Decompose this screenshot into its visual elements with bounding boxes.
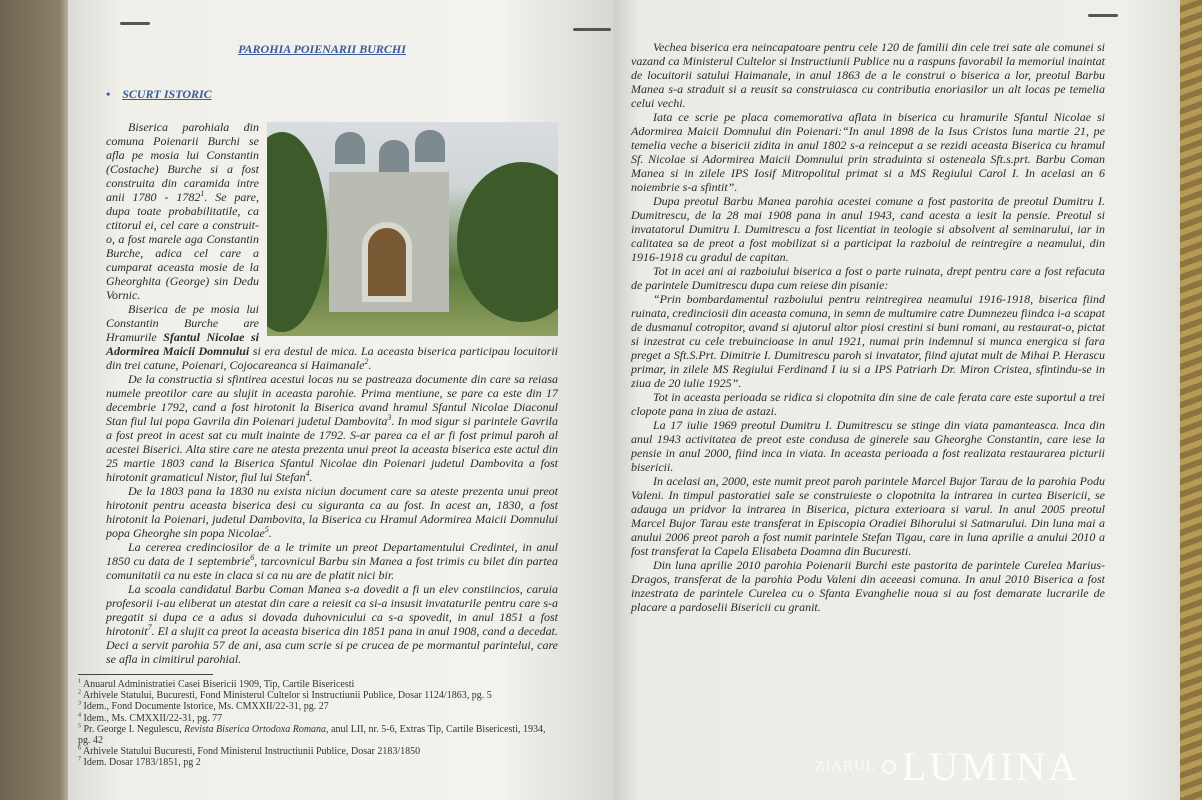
dome: [379, 140, 409, 172]
history-text: [106, 120, 558, 666]
paragraph: Dupa preotul Barbu Manea parohia acestei comune a fost pastorita de preotul Dumitru I. Dumitrescu, de la 28 mai 1908 pana in anul 1943, cand acesta a iesit la pensie. Preotul si invatatorul Dumitru I. Dumitrescu a fost licentiat in teologie si absolvent al seminarului, iar in calitatea sa de preot a fost mobilizat si a participat la razboiul de reintregire a neamului, din 1916-1918 cu gradul de capitan.: [631, 194, 1105, 264]
paragraph: In acelasi an, 2000, este numit preot paroh parintele Marcel Bujor Tarau de la parohia Podu Valeni. In timpul pastoratiei sale se construieste o clopotnita la intrarea in curtea Bisericii, se adauga un pridvor la intrarea in Biserica, pictura exterioara si varul. In anul 2005 preotul Marcel Bujor Tarau este transferat in Episcopia Oradiei Bihorului si Satmarului. Din luna mai a anului 2006 preot paroh a fost numit parintele Stefan Tigau, care in luna aprilie a anului 2010 a fost transferat la Capela Elisabeta Doamna din Bucuresti.: [631, 474, 1105, 558]
hram-names: Sfantul Nicolae si Adormirea Maicii Domnului: [106, 330, 259, 358]
footnote: $^3$ Idem., Fond Documente Istorice, Ms. CMXXII/22-31, pg. 27: [78, 701, 329, 713]
footnote-divider: [78, 674, 213, 675]
paragraph: Din luna aprilie 2010 parohia Poienarii Burchi este pastorita de parintele Curelea Marius-Dragos, transferat de la parohia Podu Valeni din aceeasi comuna. In anul 2010 Biserica a fost inzestrata de parintele Curelea cu o Sfanta Evanghelie noua si au fost demarate lucrarile de placare a pardoselii Bisericii cu granit.: [631, 558, 1105, 614]
tree: [267, 132, 327, 332]
staple: [581, 28, 611, 31]
paragraph: Vechea biserica era neincapatoare pentru cele 120 de familii din cele trei sate ale comunei si vazand ca Ministerul Cultelor si Instructiunii Publice nu a raspuns favorabil la memoriul inaintat de locuitorii satului Haimanale, in anul 1863 de a le construi o biserica a lor, preotul Barbu Manea s-a straduit si a reusit sa construiasca cu contributia enoriasilor un alt locas pe temelia celui vechi.: [631, 40, 1105, 110]
watermark-logo: ZIARUL LUMINA: [815, 744, 1080, 789]
paragraph: Tot in aceasta perioada se ridica si clopotnita din sine de cale ferata care este suportul a trei clopote pana in ziua de astazi.: [631, 390, 1105, 418]
dome: [415, 130, 445, 162]
history-continued: [631, 40, 1105, 614]
right-page: [613, 0, 1180, 800]
paragraph: La 17 iulie 1969 preotul Dumitru I. Dumitrescu se stinge din viata pamanteasca. Inca din anul 1943 activitatea de preot este condusa de ginerele sau Gheorghe Constantin, care iese la pensie in anul 2000, fiind inca in viata. In aceasta perioada a fost realizata restaurarea picturii bisericii.: [631, 418, 1105, 474]
paragraph: Biserica de pe mosia lui Constantin Burche are Hramurile Sfantul Nicolae si Adormirea Maicii Domnului si era destul de mica. La aceasta biserica participau locuitorii din trei catune, Poienari, Cojocareanca si Haimanale$^2$.: [106, 302, 559, 372]
paragraph: Tot in acei ani ai razboiului biserica a fost o parte ruinata, drept pentru care a fost refacuta de parintele Dumitrescu dupa cum reiese din pisanie:: [631, 264, 1105, 292]
paragraph: Biserica parohiala din comuna Poienarii Burchi se afla pe mosia lui Constantin (Costache) Burche si a fost construita din caramida intre anii 1780 - 1782$^1$. Se pare, dupa toate probabilitatile, ca ctitorul ei, cel care a construit-o, a fost marele aga Constantin Burche, adica cel care a cumparat aceasta mosie de la Gheorghita (George) sin Dedu Vornic.: [106, 120, 259, 302]
dome: [335, 132, 365, 164]
footnotes: [78, 679, 558, 769]
background-fabric: [1180, 0, 1202, 800]
paragraph: La cererea credinciosilor de a le trimite un preot Departamentului Credintei, in anul 1850 cu data de 1 septembrie$^6$, tarcovnicul Barbu sin Manea a fost trimis cu bilet din partea comunitatii ca nu este in claca si ca nu are de platit nici bir.: [106, 540, 558, 582]
footnote: $^4$ Idem., Ms. CMXXII/22-31, pg. 77: [78, 712, 223, 724]
left-page-content: [78, 0, 559, 769]
church-photo: [267, 122, 558, 336]
church-door: [362, 222, 412, 302]
left-page: [68, 0, 613, 800]
footnote: $^5$ Pr. George I. Negulescu, Revista Biserica Ortodoxa Romana, anul LII, nr. 5-6, Extras Tip, Cartile Bisericesti, 1934, pg. 42: [78, 723, 546, 747]
footnote: $^6$ Arhivele Statului Bucuresti, Fond Ministerul Instructiunii Publice, Dosar 2183/1850: [78, 745, 421, 758]
paragraph: De la 1803 pana la 1830 nu exista niciun document care sa ateste prezenta unui preot hirotonit pentru aceasta biserica desi cu siguranta ca au fost. In acest an, 1830, a fost hirotonit la Poienari, judetul Dambovita, la Biserica cu Hramul Adormirea Maicii Domnului popa Gheorghe sin popa Nicolae$^5$.: [106, 484, 558, 540]
paragraph: La scoala candidatul Barbu Coman Manea s-a dovedit a fi un elev constiincios, caruia profesorii i-au eliberat un atestat din care a reiesit ca si-a insusit invataturile pentru care s-a pregatit si dupa ce a adus si dovada duhovnicului ca s-a spovedit, in anul 1851 a fost hirotonit$^7$. El a slujit ca preot la aceasta biserica din 1851 pana in anul 1908, cand a decedat. Deci a servit parohia 57 de ani, asa cum scrie si pe crucea de pe mormantul parintelui, care se afla in cimitirul parohial.: [106, 582, 558, 666]
tree: [457, 162, 558, 322]
footnote: $^7$ Idem. Dosar 1783/1851, pg 2: [78, 757, 201, 769]
paragraph: De la constructia si sfintirea acestui locas nu se pastreaza documente din care sa reiasa numele preotilor care au slujit in aceasta parohie. Prima mentiune, se pare ca este din 17 decembrie 1792, cand a fost hirotonit la Biserica avand hramul Sfantul Nicolae Diaconul Stan fiul lui popa Gavrila din Poienari judetul Dambovita$^3$. In mod sigur si parintele Gavrila a fost preot in acest sat cu mult inainte de 1792. S-ar parea ca el ar fi fost primul paroh al acestei Biserici. Alta stire care ne atesta prezenta unui preot la aceasta biserica este actul din 25 martie 1803 cand la Biserica Sfantul Nicolae din Poienari judetul Dambovita a fost hirotonit gramaticul Nistor, fiul lui Stefan$^4$.: [106, 372, 558, 484]
paragraph: “Prin bombardamentul razboiului pentru reintregirea neamului 1916-1918, biserica fiind ruinata, credinciosii din aceasta comuna, in semn de multumire catre Dumnezeu fiindca i-a scapat de dusmanul cotropitor, avand si ajutorul altor piosi crestini si buni romani, au restaurat-o, pictat si inzestrat cu cele trebuincioase in anul 1921, numai prin indemnul si munca energica si fara preget a Sft.S.Prt. Dimitrie I. Dumitrescu paroh si invatator, fiind ajutat mult de Mihai P. Herascu primar, in zilele MS Regiului Ferdinand I iu si a IPS Patriarh Dr. Miron Cristea, sfintindu-se in ziua de 20 iulie 1925”.: [631, 292, 1105, 390]
section-heading: • SCURT ISTORIC: [106, 87, 558, 102]
footnote: $^2$ Arhivele Statului, Bucuresti, Fond Ministerul Cultelor si Instructiunii Publice, Dosar 1124/1863, pg. 5: [78, 689, 492, 702]
page-title: PAROHIA POIENARII BURCHI: [238, 42, 406, 56]
staple: [1088, 14, 1118, 17]
cross-emblem-icon: [882, 760, 896, 774]
footnote: $^1$ Anuarul Administratiei Casei Bisericii 1909, Tip, Cartile Bisericesti: [78, 678, 355, 690]
paragraph: Iata ce scrie pe placa comemorativa aflata in biserica cu hramurile Sfantul Nicolae si Adormirea Maicii Domnului din Poienari:“In anul 1898 de la Isus Cristos luna martie 21, pe temelia veche a bisericii zidita in anul 1802 s-a reinceput a se rezidi aceasta Biserica cu hramul Sf. Nicolae si Adormirea Maicii Domnului prin straduinta si osteneala Sft.s.prt. Barbu Coman Manea si in zilele IPS Iosif Mitropolitul primat si a MS Regiului Carol I. In acelasi an 6 noiembrie s-a sfintit”.: [631, 110, 1105, 194]
